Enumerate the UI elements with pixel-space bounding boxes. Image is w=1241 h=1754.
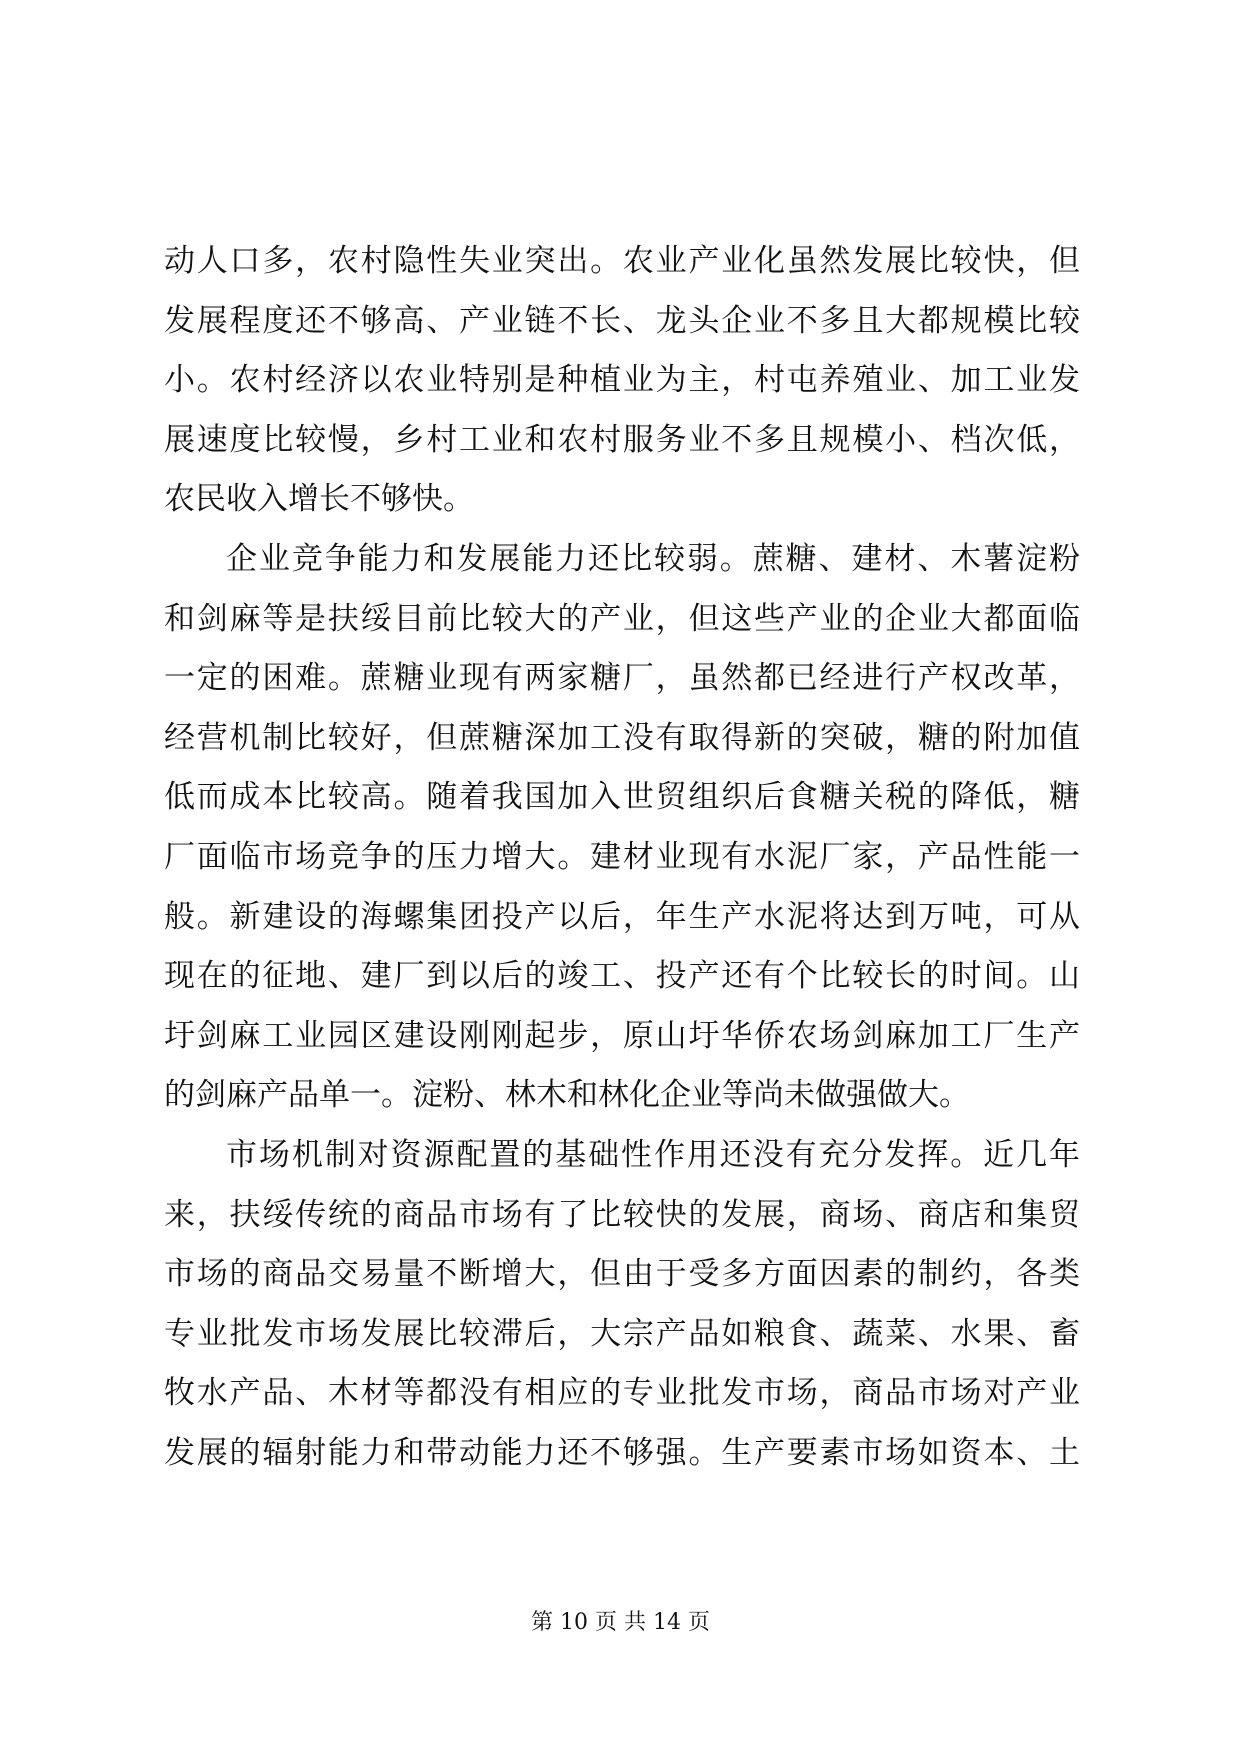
text-line: 农民收入增长不够快。 <box>164 481 474 518</box>
text-line: 展速度比较慢，乡村工业和农村服务业不多且规模小、档次低， <box>164 421 1080 458</box>
text-line: 低而成本比较高。随着我国加入世贸组织后食糖关税的降低，糖 <box>164 779 1080 816</box>
text-line: 小。农村经济以农业特别是种植业为主，村屯养殖业、加工业发 <box>164 362 1080 399</box>
text-line: 市场的商品交易量不断增大，但由于受多方面因素的制约，各类 <box>164 1256 1080 1293</box>
paragraph <box>164 530 1080 1126</box>
text-line: 圩剑麻工业园区建设刚刚起步，原山圩华侨农场剑麻加工厂生产 <box>164 1017 1080 1054</box>
text-line: 发展程度还不够高、产业链不长、龙头企业不多且大都规模比较 <box>164 302 1080 339</box>
text-line: 般。新建设的海螺集团投产以后，年生产水泥将达到万吨，可从 <box>164 898 1080 935</box>
text-line: 的剑麻产品单一。淀粉、林木和林化企业等尚未做强做大。 <box>164 1077 970 1114</box>
text-line: 经营机制比较好，但蔗糖深加工没有取得新的突破，糖的附加值 <box>164 719 1080 756</box>
text-line: 和剑麻等是扶绥目前比较大的产业，但这些产业的企业大都面临 <box>164 600 1080 637</box>
page-footer: 第 10 页 共 14 页 <box>531 1610 710 1635</box>
text-line: 专业批发市场发展比较滞后，大宗产品如粮食、蔬菜、水果、畜 <box>164 1315 1080 1352</box>
document-body <box>164 232 1080 1483</box>
text-line: 现在的征地、建厂到以后的竣工、投产还有个比较长的时间。山 <box>164 958 1080 995</box>
text-line: 市场机制对资源配置的基础性作用还没有充分发挥。近几年 <box>226 1136 1080 1173</box>
text-line: 来，扶绥传统的商品市场有了比较快的发展，商场、商店和集贸 <box>164 1196 1080 1233</box>
text-line: 一定的困难。蔗糖业现有两家糖厂，虽然都已经进行产权改革， <box>164 660 1080 697</box>
text-line: 动人口多，农村隐性失业突出。农业产业化虽然发展比较快，但 <box>164 243 1080 279</box>
paragraph <box>164 1126 1080 1484</box>
text-line: 厂面临市场竞争的压力增大。建材业现有水泥厂家，产品性能一 <box>164 838 1080 875</box>
text-line: 牧水产品、木材等都没有相应的专业批发市场，商品市场对产业 <box>164 1375 1080 1412</box>
paragraph <box>164 232 1080 530</box>
text-line: 发展的辐射能力和带动能力还不够强。生产要素市场如资本、土 <box>164 1434 1080 1471</box>
text-line: 企业竞争能力和发展能力还比较弱。蔗糖、建材、木薯淀粉 <box>226 540 1080 577</box>
